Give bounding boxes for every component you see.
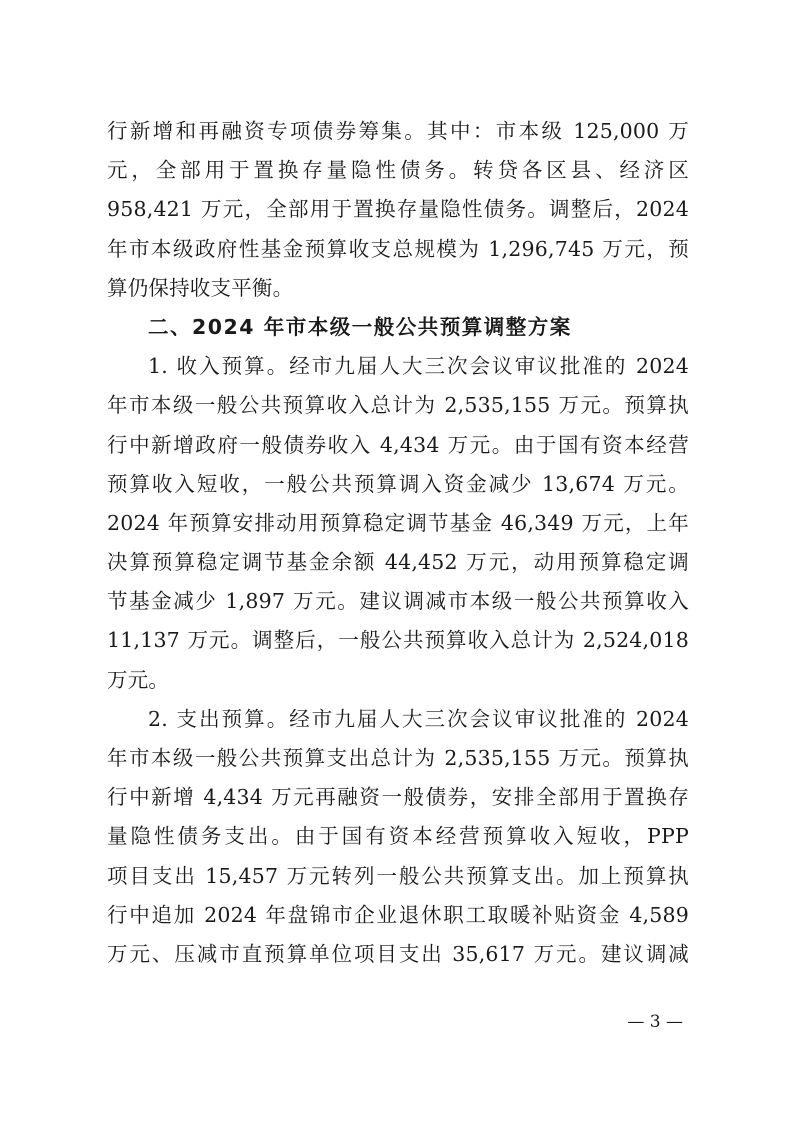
text-line: 元，全部用于置换存量隐性债务。转贷各区县、经济区	[107, 158, 689, 183]
text-line: 行中新增政府一般债券收入 4,434 万元。由于国有资本经营	[107, 432, 689, 457]
text-line: 量隐性债务支出。由于国有资本经营预算收入短收，PPP	[107, 824, 689, 849]
section-heading: 二、2024 年市本级一般公共预算调整方案	[148, 314, 572, 339]
paragraph-expense	[107, 700, 689, 974]
text-line: 预算收入短收，一般公共预算调入资金减少 13,674 万元。	[107, 471, 689, 496]
text-line: 万元。	[107, 667, 170, 692]
text-line: 行中追加 2024 年盘锦市企业退休职工取暖补贴资金 4,589	[107, 902, 689, 927]
text-line: 1. 收入预算。经市九届人大三次会议审议批准的 2024	[148, 354, 689, 379]
text-line: 算仍保持收支平衡。	[107, 275, 294, 300]
text-line: 项目支出 15,457 万元转列一般公共预算支出。加上预算执	[107, 863, 689, 888]
text-line: 2. 支出预算。经市九届人大三次会议审议批准的 2024	[148, 706, 689, 731]
text-line: 行中新增 4,434 万元再融资一般债券，安排全部用于置换存	[107, 785, 689, 810]
paragraph-income	[107, 347, 689, 700]
text-line: 年市本级一般公共预算支出总计为 2,535,155 万元。预算执	[107, 746, 689, 770]
text-line: 决算预算稳定调节基金余额 44,452 万元，动用预算稳定调	[107, 550, 689, 575]
text-line: 万元、压减市直预算单位项目支出 35,617 万元。建议调减	[107, 941, 689, 966]
paragraph-intro	[107, 112, 689, 308]
document-body	[107, 112, 689, 974]
text-line: 958,421 万元，全部用于置换存量隐性债务。调整后，2024	[107, 197, 689, 222]
text-line: 节基金减少 1,897 万元。建议调减市本级一般公共预算收入	[107, 589, 689, 614]
text-line: 年市本级一般公共预算收入总计为 2,535,155 万元。预算执	[107, 393, 689, 418]
text-line: 年市本级政府性基金预算收支总规模为 1,296,745 万元，预	[107, 236, 689, 261]
text-line: 2024 年预算安排动用预算稳定调节基金 46,349 万元，上年	[107, 510, 689, 535]
text-line: 11,137 万元。调整后，一般公共预算收入总计为 2,524,018	[107, 628, 689, 653]
page-number: — 3 —	[627, 1012, 683, 1032]
text-line: 行新增和再融资专项债券筹集。其中：市本级 125,000 万	[107, 119, 689, 143]
